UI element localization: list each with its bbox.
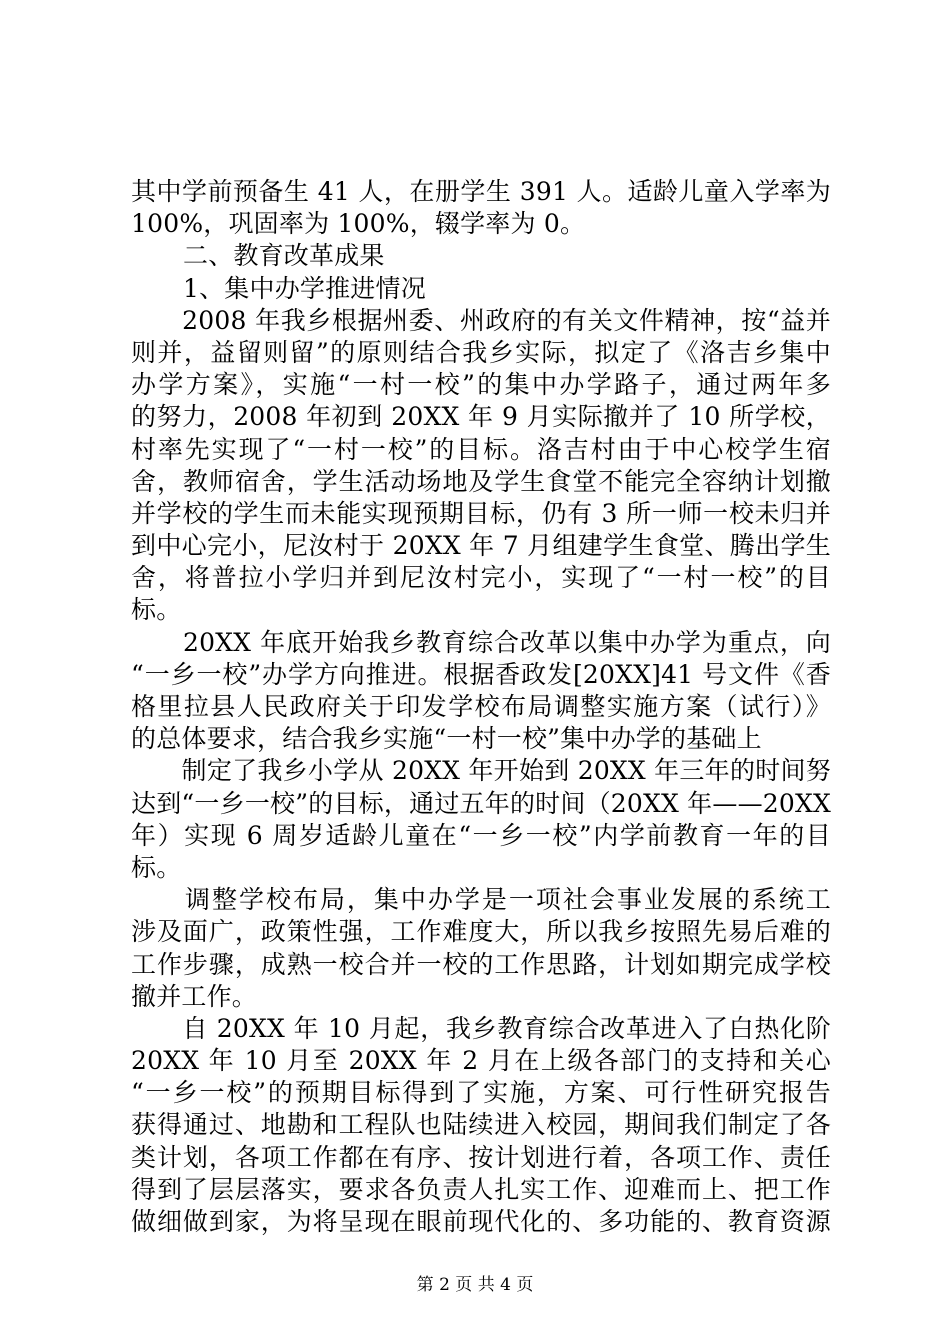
text-line: 自 20XX 年 10 月起，我乡教育综合改革进入了白热化阶	[182, 1013, 831, 1043]
text-line: 到中心完小，尼汝村于 20XX 年 7 月组建学生食堂、腾出学生	[131, 531, 831, 561]
text-line: 的努力，2008 年初到 20XX 年 9 月实际撤并了 10 所学校，	[131, 402, 831, 432]
text-line: 2008 年我乡根据州委、州政府的有关文件精神，按“益并	[131, 305, 831, 335]
text-line: 其中学前预备生 41 人，在册学生 391 人。适龄儿童入学率为	[131, 177, 831, 206]
text-line: 办学方案》，实施“一村一校”的集中办学路子，通过两年多	[131, 370, 831, 400]
text-line: 100%，巩固率为 100%，辍学率为 0。	[131, 209, 586, 239]
text-line: 调整学校布局，集中办学是一项社会事业发展的系统工	[184, 885, 831, 915]
text-line: 20XX 年 10 月至 20XX 年 2 月在上级各部门的支持和关心	[131, 1046, 831, 1076]
text-line: 村率先实现了“一村一校”的目标。洛吉村由于中心校学生宿	[131, 434, 831, 464]
text-line: 标。	[131, 595, 182, 625]
document-body	[131, 176, 831, 1238]
text-line: 涉及面广，政策性强，工作难度大，所以我乡按照先易后难的	[131, 917, 831, 947]
text-line: 二、教育改革成果	[183, 241, 385, 271]
text-line: 格里拉县人民政府关于印发学校布局调整实施方案（试行）》	[131, 692, 831, 721]
text-line: 舍，教师宿舍，学生活动场地及学生食堂不能完全容纳计划撤	[131, 466, 831, 496]
text-line: 20XX 年底开始我乡教育综合改革以集中办学为重点，向	[131, 627, 831, 657]
text-line: 工作步骤，成熟一校合并一校的工作思路，计划如期完成学校	[131, 949, 831, 979]
text-line: 的总体要求，结合我乡实施“一村一校”集中办学的基础上	[131, 724, 762, 754]
text-line: 达到“一乡一校”的目标，通过五年的时间（20XX 年——20XX	[131, 788, 831, 818]
text-line: “一乡一校”的预期目标得到了实施，方案、可行性研究报告	[131, 1078, 831, 1108]
text-line: 得到了层层落实，要求各负责人扎实工作、迎难而上、把工作	[131, 1174, 831, 1204]
text-line: 撤并工作。	[131, 981, 258, 1011]
text-line: 做细做到家，为将呈现在眼前现代化的、多功能的、教育资源	[131, 1207, 831, 1236]
text-line: 年）实现 6 周岁适龄儿童在“一乡一校”内学前教育一年的目	[131, 820, 831, 850]
text-line: 制定了我乡小学从 20XX 年开始到 20XX 年三年的时间努	[181, 756, 831, 786]
page-footer: 第 2 页 共 4 页	[416, 1275, 534, 1295]
text-line: 获得通过、地勘和工程队也陆续进入校园，期间我们制定了各	[131, 1110, 831, 1140]
text-line: 舍，将普拉小学归并到尼汝村完小，实现了“一村一校”的目	[131, 563, 831, 593]
text-line: 标。	[131, 852, 182, 882]
text-line: 则并，益留则留”的原则结合我乡实际，拟定了《洛吉乡集中	[131, 337, 831, 367]
text-line: 1、集中办学推进情况	[183, 273, 426, 303]
text-line: 并学校的学生而未能实现预期目标，仍有 3 所一师一校未归并	[131, 498, 831, 528]
text-line: 类计划，各项工作都在有序、按计划进行着，各项工作、责任	[131, 1142, 831, 1172]
text-line: “一乡一校”办学方向推进。根据香政发[20XX]41 号文件《香	[131, 659, 831, 689]
